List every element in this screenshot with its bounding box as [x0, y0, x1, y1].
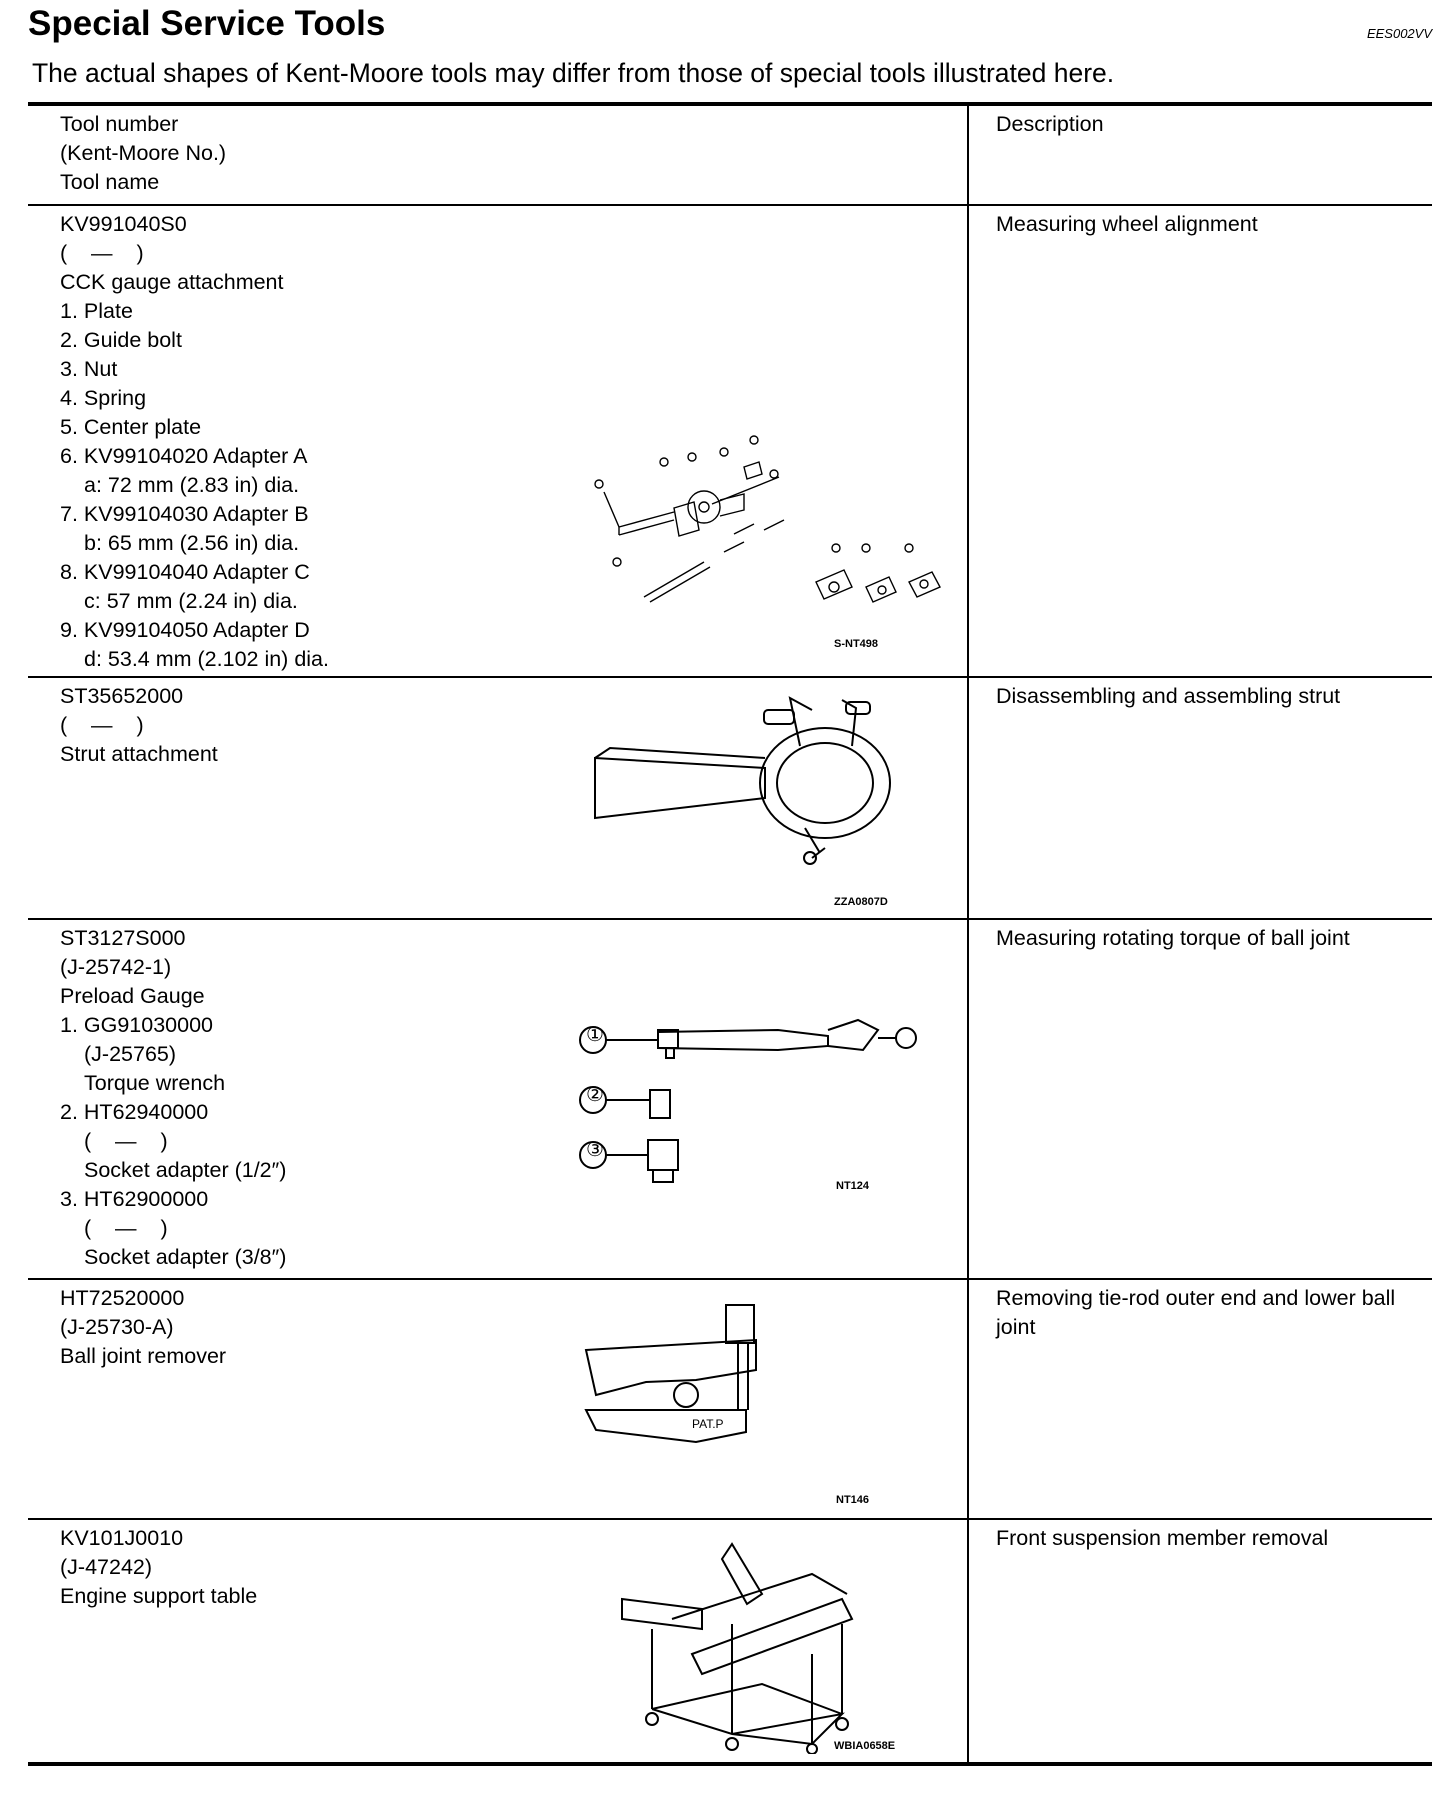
- table-row: [28, 206, 1432, 676]
- figure-code: NT124: [836, 1180, 870, 1192]
- component-line: 3. HT62900000: [60, 1187, 209, 1211]
- tool-number: KV991040S0: [60, 212, 187, 236]
- column-divider: [967, 678, 969, 918]
- header-kent-moore: (Kent-Moore No.): [60, 141, 227, 165]
- component-line: ( — ): [84, 1129, 168, 1153]
- column-divider: [967, 920, 969, 1278]
- component-line: 6. KV99104020 Adapter A: [60, 444, 308, 468]
- component-line: Socket adapter (3/8″): [84, 1245, 287, 1269]
- component-line: 4. Spring: [60, 386, 147, 410]
- table-row: [28, 1520, 1432, 1762]
- tool-name: CCK gauge attachment: [60, 270, 284, 294]
- table-row: [28, 1280, 1432, 1518]
- component-line: 9. KV99104050 Adapter D: [60, 618, 310, 642]
- tool-number: ST3127S000: [60, 926, 186, 950]
- callout-2: ②: [586, 1084, 604, 1106]
- column-divider: [967, 206, 969, 676]
- column-divider: [967, 1280, 969, 1518]
- tool-description: Removing tie-rod outer end and lower ball joint: [996, 1286, 1396, 1339]
- ball-joint-remover-illustration: [576, 1300, 816, 1470]
- callout-1: ①: [586, 1024, 604, 1046]
- header-tool-number: Tool number: [60, 112, 179, 136]
- strut-attachment-illustration: [580, 688, 920, 878]
- tool-number: KV101J0010: [60, 1526, 184, 1550]
- patent-label: PAT.P: [692, 1417, 724, 1431]
- tool-info: [60, 1284, 226, 1371]
- table-row: [28, 920, 1432, 1278]
- kent-moore-number: ( — ): [60, 241, 144, 265]
- page-title: Special Service Tools: [28, 4, 386, 43]
- component-line: 2. HT62940000: [60, 1100, 209, 1124]
- kent-moore-number: (J-47242): [60, 1555, 153, 1579]
- component-line: a: 72 mm (2.83 in) dia.: [84, 473, 300, 497]
- component-line: 1. GG91030000: [60, 1013, 214, 1037]
- tool-name: Preload Gauge: [60, 984, 205, 1008]
- column-divider: [967, 106, 969, 204]
- table-header-row: [28, 106, 1432, 204]
- tool-name: Ball joint remover: [60, 1344, 227, 1368]
- component-line: 5. Center plate: [60, 415, 202, 439]
- figure-code: ZZA0807D: [834, 896, 888, 908]
- tool-info: [60, 1524, 257, 1611]
- tool-name: Engine support table: [60, 1584, 258, 1608]
- kent-moore-number: ( — ): [60, 713, 144, 737]
- tool-number: HT72520000: [60, 1286, 185, 1310]
- header-left: [60, 110, 226, 197]
- tool-number: ST35652000: [60, 684, 184, 708]
- component-line: 1. Plate: [60, 299, 133, 323]
- component-line: (J-25765): [84, 1042, 177, 1066]
- figure-code: WBIA0658E: [834, 1740, 896, 1752]
- component-line: ( — ): [84, 1216, 168, 1240]
- tool-info: [60, 924, 286, 1272]
- component-line: c: 57 mm (2.24 in) dia.: [84, 589, 298, 613]
- header-description: Description: [996, 112, 1104, 136]
- document-code: EES002VV: [1366, 26, 1432, 41]
- table-bottom-rule: [28, 1762, 1432, 1766]
- component-line: b: 65 mm (2.56 in) dia.: [84, 531, 300, 555]
- column-divider: [967, 1520, 969, 1762]
- table-row: [28, 678, 1432, 918]
- kent-moore-number: (J-25742-1): [60, 955, 172, 979]
- page-subtitle: The actual shapes of Kent-Moore tools may differ from those of special tools illustrated here.: [32, 58, 1115, 88]
- component-line: 3. Nut: [60, 357, 118, 381]
- component-line: 2. Guide bolt: [60, 328, 182, 352]
- component-line: d: 53.4 mm (2.102 in) dia.: [84, 647, 329, 671]
- header-tool-name: Tool name: [60, 170, 160, 194]
- tool-name: Strut attachment: [60, 742, 218, 766]
- figure-code: S-NT498: [834, 638, 879, 650]
- tool-description: Disassembling and assembling strut: [996, 684, 1341, 708]
- engine-support-table-illustration: [612, 1534, 892, 1754]
- tool-description: Measuring rotating torque of ball joint: [996, 926, 1350, 950]
- preload-gauge-illustration: [578, 1000, 958, 1190]
- component-line: Torque wrench: [84, 1071, 226, 1095]
- tool-description: Front suspension member removal: [996, 1526, 1329, 1550]
- callout-3: ③: [586, 1139, 604, 1161]
- component-line: Socket adapter (1/2″): [84, 1158, 287, 1182]
- tool-description: Measuring wheel alignment: [996, 212, 1258, 236]
- tool-info: [60, 682, 218, 769]
- kent-moore-number: (J-25730-A): [60, 1315, 174, 1339]
- cck-gauge-attachment-illustration: [584, 432, 964, 622]
- figure-code: NT146: [836, 1494, 870, 1506]
- tool-info: [60, 210, 329, 674]
- component-line: 8. KV99104040 Adapter C: [60, 560, 310, 584]
- component-line: 7. KV99104030 Adapter B: [60, 502, 309, 526]
